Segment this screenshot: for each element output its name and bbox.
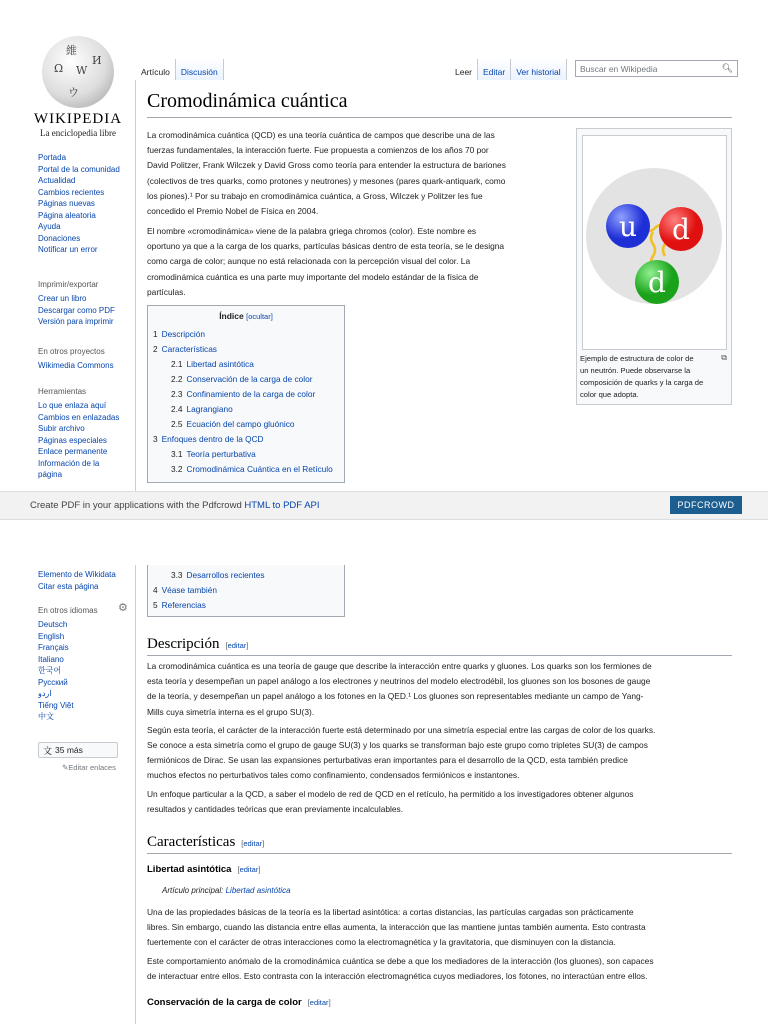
title-divider [147, 117, 732, 118]
toc-number: 3.1 [171, 449, 183, 459]
sidebar-item-enlaza[interactable]: Lo que enlaza aquí [38, 401, 107, 410]
sidebar-item-portal[interactable]: Portal de la comunidad [38, 164, 120, 174]
sidebar-item-subir[interactable]: Subir archivo [38, 424, 85, 433]
section-heading-caracteristicas: Características [editar] [147, 834, 265, 850]
text-line: como carga de color; aunque no está relacionada con la percepción visual del color. La [147, 256, 471, 267]
section-divider [147, 655, 732, 656]
tab-articulo[interactable]: Artículo [136, 59, 176, 80]
sidebar-item-cambios[interactable]: Cambios recientes [38, 187, 105, 197]
toc-number: 2.3 [171, 389, 183, 399]
logo-glyph: И [92, 54, 102, 67]
name-paragraph [147, 224, 504, 300]
subsection-title: Conservación de la carga de color [147, 997, 302, 1008]
sidebar-item-commons[interactable]: Wikimedia Commons [38, 361, 114, 370]
toc-link[interactable]: Véase también [161, 585, 217, 595]
toc-link[interactable]: Descripción [161, 329, 205, 339]
toc-item[interactable] [171, 570, 264, 580]
lang-item[interactable]: 中文 [38, 712, 54, 721]
text-line: esta teoría y desempeñan un papel análogo a los electrones y neutrinos del modelo electrodébil, los gluones son los bosones de gauge [147, 676, 651, 687]
edit-section-link[interactable]: editar [309, 998, 329, 1007]
text-line: fermiónicos de Dirac. Se usan las expansiones perturbativas eran importantes para el desarrollo de la QCD, esta también predice [147, 755, 628, 766]
toc-link[interactable]: Lagrangiano [186, 404, 233, 414]
sidebar-item-ayuda[interactable]: Ayuda [38, 222, 61, 231]
text-line: La cromodinámica cuántica (QCD) es una teoría cuántica de campos que describe una de las [147, 130, 495, 140]
toc-link[interactable]: Enfoques dentro de la QCD [161, 434, 264, 444]
toc-item[interactable] [153, 434, 264, 444]
view-tabs [450, 59, 567, 80]
sidebar-projects-section [38, 346, 134, 372]
search-placeholder: Buscar en Wikipedia [580, 63, 658, 74]
sidebar-item-donaciones[interactable]: Donaciones [38, 233, 81, 243]
sidebar-navigation [38, 152, 134, 256]
puzzle-globe-icon [42, 36, 114, 108]
subsection-heading-conservacion: Conservación de la carga de color [editar] [147, 997, 331, 1008]
sidebar-item-nuevas[interactable]: Páginas nuevas [38, 199, 95, 208]
edit-section-link[interactable]: editar [243, 839, 263, 848]
toc-item[interactable] [171, 404, 233, 414]
text-line: libres. Sin embargo, cuando las distancia entre ellas aumenta, la interacción que las mantiene juntas también aumenta. Esto contrasta [147, 922, 646, 933]
toc-number: 5 [153, 600, 158, 610]
toc-item[interactable] [153, 600, 206, 610]
gear-icon[interactable]: ⚙ [118, 602, 128, 614]
text-line: David Politzer, Frank Wilczek y David Gross como teoría para entender la estructura de bariones [147, 160, 506, 171]
lang-item[interactable]: اردو [38, 689, 52, 698]
sidebar-heading[interactable]: Herramientas [38, 387, 87, 396]
more-languages-button[interactable] [38, 742, 118, 758]
infobox-caption [580, 353, 730, 401]
text-line: resultados y cantidades teóricas que eran previamente incalculables. [147, 803, 404, 814]
section-divider [147, 853, 732, 854]
intro-paragraph [147, 128, 506, 219]
toc-item[interactable] [171, 449, 256, 459]
text-line: Una de las propiedades básicas de la teoría es la libertad asintótica: a cortas distancias, las partículas cargadas son prácticamente [147, 907, 634, 917]
wikipedia-logo[interactable] [28, 36, 128, 140]
toc-number: 2.1 [171, 359, 183, 369]
toc-link[interactable]: Conservación de la carga de color [186, 374, 313, 384]
toc-number: 3 [153, 434, 158, 444]
sidebar-item-especiales[interactable]: Páginas especiales [38, 435, 107, 445]
sidebar-item-imprimir[interactable]: Versión para imprimir [38, 317, 114, 326]
descripcion-paragraph [147, 659, 732, 817]
toc-link[interactable]: Referencias [161, 600, 206, 610]
text-line: El nombre «cromodinámica» viene de la palabra griega chromos (color). Este nombre es [147, 226, 477, 236]
text-line: Este comportamiento anómalo de la cromodinámica cuántica se debe a que los mediadores de la interacción (los gluones), son capaces [147, 955, 654, 966]
table-of-contents-continued [147, 565, 345, 617]
sidebar-item-citar[interactable]: Citar esta página [38, 581, 99, 591]
text-line: Se conoce a esta simetría como el grupo de gauge SU(3) y los quarks se transforman bajo este grupo como tripletes SU(3) de campos [147, 740, 648, 751]
lang-item[interactable]: Français [38, 643, 69, 652]
text-line: fuerzas fundamentales, la interacción fuerte. Fue propuesta a comienzos de los años 70 por [147, 145, 489, 156]
edit-links-label: Editar enlaces [68, 763, 116, 772]
lang-item[interactable]: 한국어 [38, 666, 62, 675]
tab-editar[interactable]: Editar [478, 59, 511, 80]
toc-number: 4 [153, 585, 158, 595]
edit-links[interactable] [62, 763, 116, 772]
quark-label: d [648, 266, 666, 299]
hatnote [162, 886, 291, 895]
text-line: de la teoría, y desempeñan un papel análogo a los fotones en la QED.¹ Los gluones son representables mediante un campo de Yang- [147, 691, 644, 702]
sidebar-heading[interactable]: Imprimir/exportar [38, 280, 99, 289]
toc-item[interactable] [153, 344, 217, 354]
sidebar-item-wikidata[interactable]: Elemento de Wikidata [38, 570, 116, 579]
toc-link[interactable]: Desarrollos recientes [186, 570, 265, 580]
toc-toggle-button[interactable]: [ocultar] [246, 312, 273, 321]
sidebar-print-section [38, 279, 134, 328]
pdfcrowd-text [30, 500, 320, 511]
logo-glyph: ウ [68, 86, 79, 99]
text-line: muchos efectos no perturbativos tales como confinamiento, condensados fermiónicos e instantones. [147, 770, 520, 781]
text-line: oportuno ya que a la carga de los quarks, partículas básicas dentro de esta teoría, se le designa [147, 241, 505, 252]
infobox [576, 128, 732, 405]
toc-item[interactable] [171, 464, 333, 474]
neutron-diagram[interactable] [582, 135, 727, 350]
text-line: fuertemente con el carácter de otras interacciones como la electromagnética y la gravitatoria, que disminuyen con la distancia. [147, 937, 616, 948]
pdfcrowd-button[interactable]: PDFCROWD [670, 496, 742, 514]
toc-item[interactable] [153, 585, 217, 595]
text-line: cromodinámica cuántica es una parte muy importante del modelo estándar de la física de [147, 271, 479, 282]
sidebar-item-crear-libro[interactable]: Crear un libro [38, 294, 87, 303]
tab-leer[interactable]: Leer [450, 59, 478, 80]
edit-section-link[interactable]: editar [239, 865, 259, 874]
text-line: Un enfoque particular a la QCD, a saber el modelo de red de QCD en el retículo, ha permitido a los investigadores obtener algunos [147, 788, 634, 799]
text-line: Mills cuya simetría interna es el grupo SU(3). [147, 706, 315, 717]
toc-number: 2.2 [171, 374, 183, 384]
text-line: partículas. [147, 286, 186, 297]
subsection-title: Libertad asintótica [147, 864, 232, 875]
toc-number: 1 [153, 329, 158, 339]
neutron-svg [583, 136, 726, 349]
toc-item[interactable] [171, 359, 254, 369]
more-languages-label: 35 más [55, 745, 83, 755]
sidebar-heading[interactable]: En otros proyectos [38, 347, 105, 356]
quark-label: d [672, 213, 690, 246]
caption-line: Ejemplo de estructura de color de [580, 354, 694, 363]
section-heading-descripcion: Descripción [editar] [147, 636, 249, 652]
toc-item[interactable] [153, 329, 205, 339]
sidebar-heading[interactable] [38, 602, 134, 616]
toc-heading [148, 311, 344, 321]
logo-wordmark: WIKIPEDIA [33, 111, 123, 127]
page-title: Cromodinámica cuántica [147, 90, 348, 112]
languages-heading: En otros idiomas [38, 606, 98, 615]
toc-title: Índice [219, 311, 244, 321]
sidebar-item-informacion[interactable]: Información de la página [38, 458, 100, 479]
edit-section-link[interactable]: editar [227, 641, 247, 650]
text-line: Según esta teoría, el carácter de la interacción fuerte está determinado por una simetría especial entre las cargas de color de los quarks. [147, 724, 656, 735]
sidebar-languages-section [38, 602, 134, 723]
text-line: los piones).¹ Por su trabajo en cromodinámica cuántica, a Gross, Wilczek y Politzer les fue [147, 190, 483, 201]
quark-label: u [618, 210, 638, 243]
toc-item[interactable] [171, 419, 294, 429]
sidebar-item-portada[interactable]: Portada [38, 153, 67, 162]
toc-link[interactable]: Confinamiento de la carga de color [186, 389, 316, 399]
toc-link[interactable]: Características [161, 344, 217, 354]
logo-glyph: 維 [66, 44, 77, 57]
tab-historial[interactable]: Ver historial [511, 59, 566, 80]
sidebar-item-actualidad[interactable]: Actualidad [38, 176, 76, 185]
section-title: Características [147, 834, 236, 850]
pdfcrowd-link[interactable]: HTML to PDF API [244, 500, 320, 511]
pdfcrowd-bar [0, 491, 768, 520]
hatnote-prefix: Artículo principal: [162, 886, 224, 895]
section-title: Descripción [147, 636, 220, 652]
logo-glyph: Ω [54, 62, 64, 75]
sidebar-tools-section [38, 386, 134, 481]
libertad-paragraph [147, 905, 732, 984]
lang-item[interactable]: Русский [38, 677, 68, 687]
hatnote-link[interactable]: Libertad asintótica [225, 886, 291, 895]
sidebar-item-aleatoria[interactable]: Página aleatoria [38, 210, 96, 220]
toc-number: 3.2 [171, 464, 183, 474]
toc-item[interactable] [171, 389, 315, 399]
toc-link[interactable]: Cromodinámica Cuántica en el Retículo [186, 464, 333, 474]
namespace-tabs [136, 59, 224, 80]
text-line: (colectivos de tres quarks, como protones y neutrones) y mesones (pares quark-antiquark, como [147, 175, 506, 186]
text-line: de interactuar entre ellos. Esto contrasta con la interacción electromagnética cuyos mediadores, los fotones, no interactúan entre ellos. [147, 970, 648, 981]
tab-discusion[interactable]: Discusión [176, 59, 224, 80]
logo-tagline: La enciclopedia libre [40, 128, 116, 138]
lang-item[interactable]: English [38, 631, 65, 641]
caption-line: un neutrón. Puede observarse la [580, 366, 691, 375]
toc-number: 2.4 [171, 404, 183, 414]
logo-glyph: W [76, 64, 88, 77]
lang-item[interactable]: Tiếng Việt [38, 700, 74, 710]
sidebar-item-notificar[interactable]: Notificar un error [38, 245, 98, 254]
pencil-icon: ✎ [62, 763, 69, 772]
search-icon[interactable]: 🔍︎ [721, 63, 733, 73]
table-of-contents [147, 305, 345, 483]
toc-link[interactable]: Teoría perturbativa [186, 449, 256, 459]
sidebar-tools-continued [38, 569, 134, 592]
sidebar-item-cambios-enlazadas[interactable]: Cambios en enlazadas [38, 412, 120, 422]
caption-line: composición de quarks y la carga de [580, 378, 704, 387]
toc-link[interactable]: Ecuación del campo gluónico [186, 419, 295, 429]
lang-item[interactable]: Italiano [38, 654, 64, 664]
sidebar-item-descargar-pdf[interactable]: Descargar como PDF [38, 305, 115, 315]
lang-item[interactable]: Deutsch [38, 620, 68, 629]
toc-number: 2.5 [171, 419, 183, 429]
text-line: La cromodinámica cuántica es una teoría de gauge que describe la interacción entre quarks y gluones. Los quarks son los fermiones de [147, 661, 652, 671]
caption-line: color que adopta. [580, 390, 639, 399]
search-input[interactable] [575, 60, 738, 77]
subsection-heading-libertad: Libertad asintótica [editar] [147, 864, 261, 875]
toc-link[interactable]: Libertad asintótica [186, 359, 254, 369]
text-line: concedido el Premio Nobel de Física en 2004. [147, 206, 319, 217]
enlarge-icon[interactable]: ⧉ [721, 353, 727, 362]
translate-icon: 文 [43, 745, 53, 756]
toc-number: 2 [153, 344, 158, 354]
toc-item[interactable] [171, 374, 312, 384]
toc-number: 3.3 [171, 570, 183, 580]
pdfcrowd-message: Create PDF in your applications with the Pdfcrowd [30, 500, 242, 511]
sidebar-item-permanente[interactable]: Enlace permanente [38, 447, 108, 456]
